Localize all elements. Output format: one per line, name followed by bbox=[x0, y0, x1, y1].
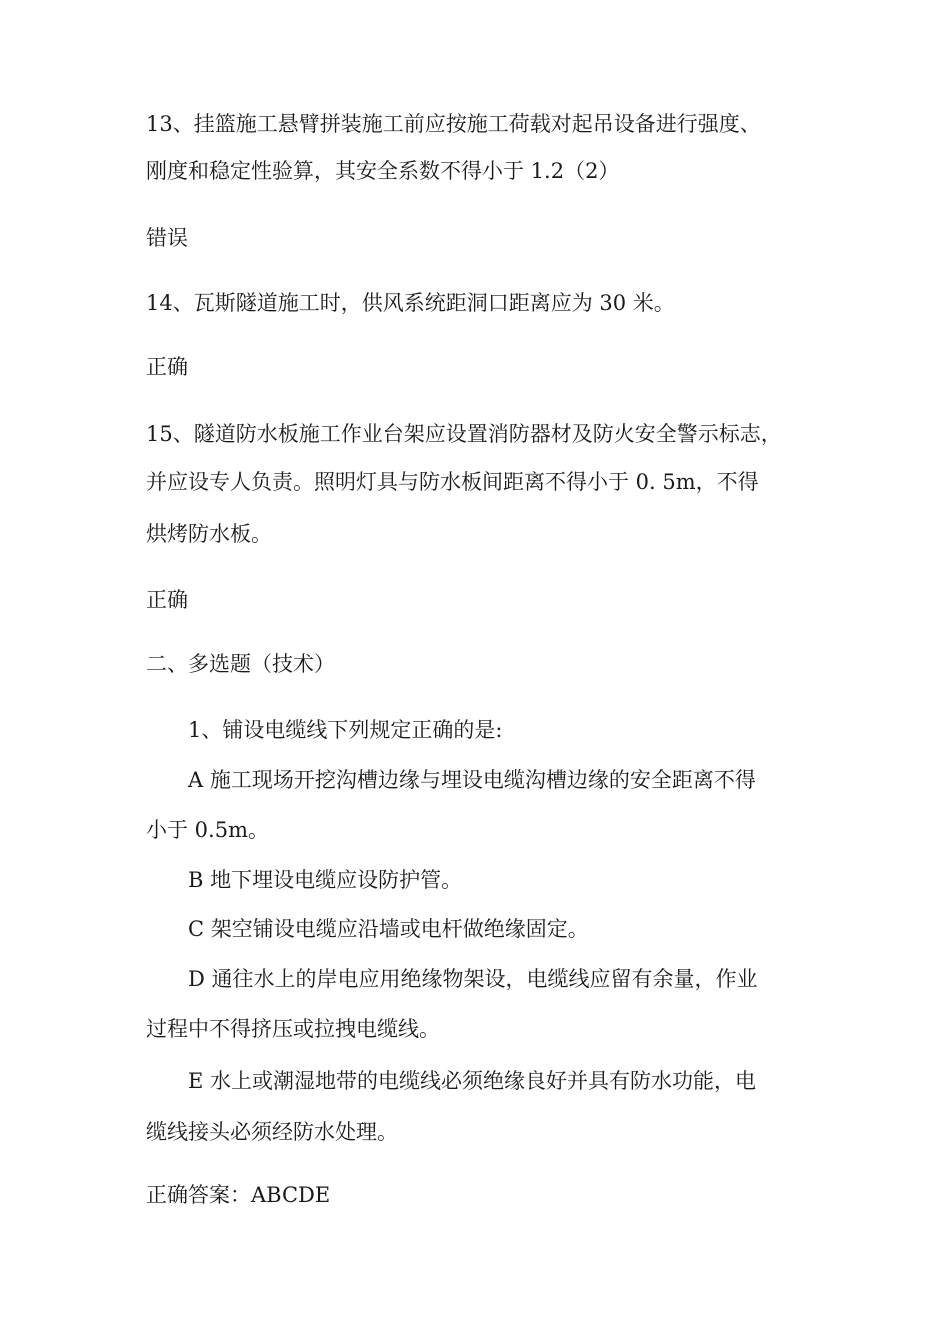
mq1-option-a-line1: A 施工现场开挖沟槽边缘与埋设电缆沟槽边缘的安全距离不得 bbox=[188, 768, 756, 792]
q15-text-line3: 烘烤防水板。 bbox=[146, 522, 272, 546]
q14-answer: 正确 bbox=[146, 355, 188, 379]
mq1-option-e-line2: 缆线接头必须经防水处理。 bbox=[146, 1120, 398, 1144]
mq1-option-e-line1: E 水上或潮湿地带的电缆线必须绝缘良好并具有防水功能，电 bbox=[188, 1069, 757, 1093]
mq1-option-b: B 地下埋设电缆应设防护管。 bbox=[188, 868, 463, 892]
mq1-option-c: C 架空铺设电缆应沿墙或电杆做绝缘固定。 bbox=[188, 917, 589, 941]
mq1-option-a-line2: 小于 0.5m。 bbox=[146, 818, 269, 842]
q15-text-line2: 并应设专人负责。照明灯具与防水板间距离不得小于 0. 5m，不得 bbox=[146, 470, 759, 494]
q13-text-line2: 刚度和稳定性验算，其安全系数不得小于 1.2（2） bbox=[146, 159, 620, 183]
q13-text-line1: 13、挂篮施工悬臂拼装施工前应按施工荷载对起吊设备进行强度、 bbox=[146, 112, 761, 136]
mq1-question: 1、铺设电缆线下列规定正确的是: bbox=[188, 718, 503, 742]
q15-text-line1: 15、隧道防水板施工作业台架应设置消防器材及防火安全警示标志， bbox=[146, 422, 782, 446]
q13-answer: 错误 bbox=[146, 226, 188, 250]
mq1-option-d-line2: 过程中不得挤压或拉拽电缆线。 bbox=[146, 1017, 440, 1041]
section-heading: 二、多选题（技术） bbox=[146, 652, 335, 676]
q14-text-line1: 14、瓦斯隧道施工时，供风系统距洞口距离应为 30 米。 bbox=[146, 291, 675, 315]
q15-answer: 正确 bbox=[146, 588, 188, 612]
mq1-option-d-line1: D 通往水上的岸电应用绝缘物架设，电缆线应留有余量，作业 bbox=[188, 967, 758, 991]
mq1-correct-answer: 正确答案：ABCDE bbox=[146, 1183, 331, 1207]
